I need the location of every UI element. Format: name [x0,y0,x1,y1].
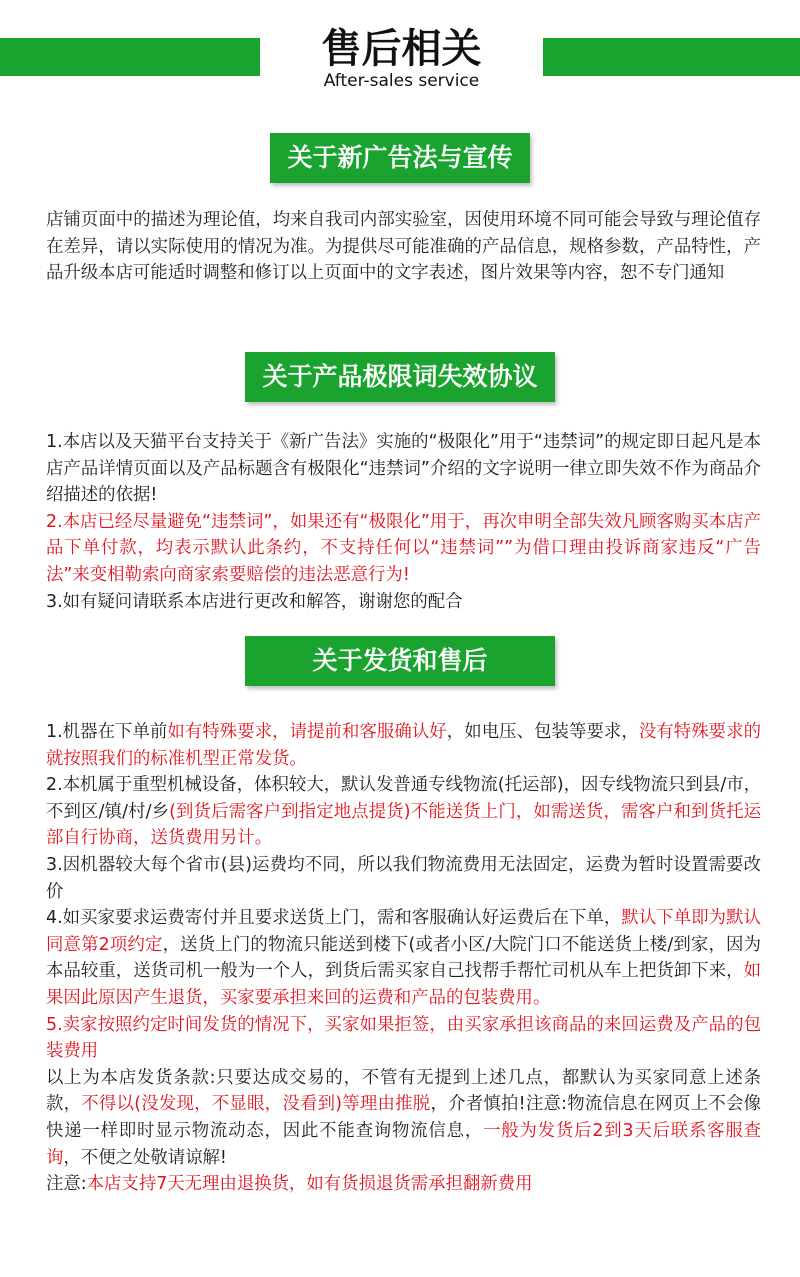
return-policy-text: 本店支持7天无理由退换货，如有货损退货需承担翻新费用 [86,1174,533,1195]
extreme-words-item-3: 3.如有疑问请联系本店进行更改和解答，谢谢您的配合 [46,591,463,612]
return-policy-label: 注意: [46,1174,87,1195]
shipping-item-1-text-b: 如有特殊要求，请提前和客服确认好 [167,722,447,742]
shipping-item-2 [46,772,761,852]
shipping-terms-text-d: 一般为发货后2到3天后联系客服查询 [46,1120,761,1168]
page-header [0,0,800,110]
shipping-item-5: 5.卖家按照约定时间发货的情况下，买家如果拒签，由买家承担该商品的来回运费及产品的包装费用 [46,1014,761,1062]
return-policy-note [46,1171,761,1198]
shipping-terms-text-e: ，不便之处敬请谅解! [63,1147,227,1168]
section-body-shipping [46,719,761,1198]
shipping-item-1-text-a: 1.机器在下单前 [46,722,168,742]
section-title-advertising-law: 关于新广告法与宣传 [270,133,530,183]
shipping-item-2-text-a: 2.本机属于重型机械设备，体积较大，默认发普通专线物流(托运部)，因专线物流只到县/市，不到区/镇/村/乡 [46,775,761,822]
extreme-words-item-2: 2.本店已经尽量避免“违禁词”，如果还有“极限化”用于，再次申明全部失效凡顾客购买本店产品下单付款，均表示默认此条约，不支持任何以“违禁词””为借口理由投诉商家违反“广告法”来变相勒索向商家索要赔偿的违法恶意行为! [46,511,761,585]
shipping-terms-text-c: ，介者慎拍!注意:物流信息在网页上不会像快递一样即时显示物流动态，因此不能查询物流信息， [46,1094,761,1141]
shipping-terms [46,1065,761,1171]
shipping-terms-text-b: 不得以(没发现，不显眼，没看到)等理由推脱 [81,1094,431,1115]
header-bar-left [0,38,260,76]
shipping-item-4-text-b: 默认下单即为默认同意第2项约定 [46,908,761,955]
shipping-item-2-text-b: (到货后需客户到指定地点提货)不能送货上门，如需送货，需客户和到货托运部自行协商，送货费用另计。 [46,801,762,849]
page-subtitle: After-sales service [323,71,480,91]
shipping-item-4 [46,905,761,1011]
section-body-extreme-words [46,429,761,615]
page-title: 售后相关 [321,26,482,72]
shipping-item-4-text-a: 4.如买家要求运费寄付并且要求送货上门，需和客服确认好运费后在下单， [46,908,622,929]
section-title-shipping: 关于发货和售后 [245,636,555,686]
shipping-terms-text-a: 以上为本店发货条款:只要达成交易的，不管有无提到上述几点，都默认为买家同意上述条款， [46,1067,761,1115]
shipping-item-1-text-c: ，如电压、包装等要求， [446,722,639,742]
shipping-item-3: 3.因机器较大每个省市(县)运费均不同，所以我们物流费用无法固定，运费为暂时设置需要改价 [46,854,761,902]
shipping-item-1 [46,719,761,772]
shipping-item-4-text-c: ，送货上门的物流只能送到楼下(或者小区/大院门口不能送货上楼/到家，因为本品较重，送货司机一般为一个人，到货后需买家自己找帮手帮忙司机从车上把货卸下来， [46,934,761,982]
shipping-item-1-text-d: 没有特殊要求的就按照我们的标准机型正常发货。 [46,722,761,769]
section-title-extreme-words: 关于产品极限词失效协议 [245,352,555,402]
section-body-advertising-law: 店铺页面中的描述为理论值，均来自我司内部实验室，因使用环境不同可能会导致与理论值存在差异，请以实际使用的情况为准。为提供尽可能准确的产品信息，规格参数，产品特性，产品升级本店可能适时调整和修订以上页面中的文字表述，图片效果等内容，恕不专门通知 [46,210,761,284]
extreme-words-item-1: 1.本店以及天猫平台支持关于《新广告法》实施的“极限化”用于“违禁词”的规定即日起凡是本店产品详情页面以及产品标题含有极限化“违禁词”介绍的文字说明一律立即失效不作为商品介绍描述的依据! [46,432,761,506]
shipping-item-4-text-d: 如果因此原因产生退货，买家要承担来回的运费和产品的包装费用。 [46,961,761,1008]
header-bar-right [543,38,800,76]
